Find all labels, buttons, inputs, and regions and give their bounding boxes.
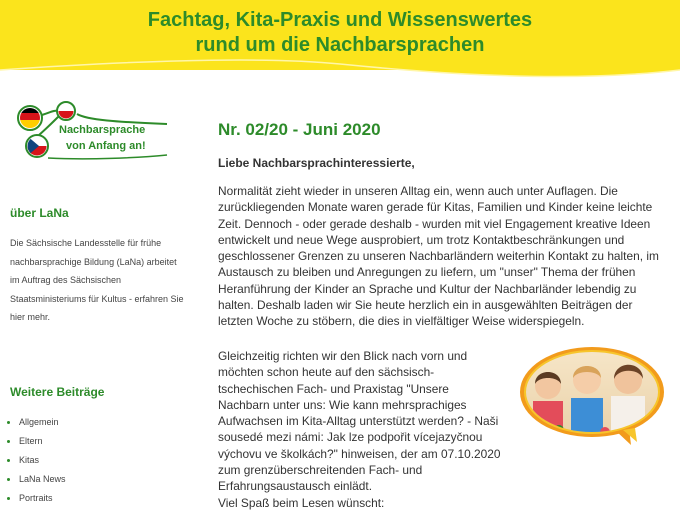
logo-czech-bubble [26, 135, 50, 158]
more-posts-heading: Weitere Beiträge [10, 385, 105, 399]
more-posts-item-kitas[interactable]: Kitas [7, 451, 66, 470]
logo-poland-bubble [57, 102, 75, 120]
header-title-line1: Fachtag, Kita-Praxis und Wissenswertes [147, 9, 533, 31]
header-title-line2: rund um die Nachbarsprachen [195, 34, 485, 56]
greeting: Liebe Nachbarsprachinteressierte, [218, 156, 415, 170]
event-paragraph: Gleichzeitig richten wir den Blick nach vorn und möchten schon heute auf den sächsisch-tschechischen Fach- und Praxistag "Unsere Nachbarn unter uns: Wie kann mehrsprachiges Aufwachsen im Kita-Alltag unterstützt werden? - Naši sousedé mezi námi: Jak lze podpořit vícejazyčnou výchovu ve školkách?" hinweisen, der am 07.10.2020 zum grenzüberschreitenden Fach- und Erfahrungsaustausch einlädt. [218, 349, 501, 494]
header-wave-divider [0, 58, 680, 86]
logo-germany-bubble [17, 106, 43, 130]
more-posts-item-lana-news[interactable]: LaNa News [7, 470, 66, 489]
more-posts-list [7, 413, 66, 508]
about-text[interactable]: Die Sächsische Landesstelle für frühe nachbarsprachige Bildung (LaNa) arbeitet im Auftrag des Sächsischen Staatsministeriums für Kultus - erfahren Sie hier mehr. [10, 238, 184, 322]
logo-text-line1: Nachbarsprache [59, 124, 146, 136]
more-posts-item-portraits[interactable]: Portraits [7, 489, 66, 508]
more-posts-item-allgemein[interactable]: Allgemein [7, 413, 66, 432]
closing-line: Viel Spaß beim Lesen wünscht: [218, 496, 385, 510]
issue-title: Nr. 02/20 - Juni 2020 [218, 120, 381, 139]
intro-paragraph: Normalität zieht wieder in unseren Alltag ein, wenn auch unter Auflagen. Die zurückliegenden Monate waren gerade für Kitas, Familien und Kinder keine leichte Zeit. Dennoch - oder gerade deshalb - wurden mit viel Engagement kreative Ideen entwickelt und neue Wege ausprobiert, um trotz Kontaktbeschränkungen und geschlossener Grenzen zu unseren Nachbarländern weiterhin Kontakt zu halten, im Austausch zu bleiben und Anregungen zu liefern, um "unser" Thema der frühen Heranführung der Kinder an Sprache und Kultur der Nachbarländer lebendig zu halten. Deshalb laden wir Sie heute herzlich ein in ausgewählten Beiträgen der letzten Woche zu stöbern, die dies in vielfältiger Weise widerspiegeln. [218, 184, 659, 329]
about-heading: über LaNa [10, 206, 69, 220]
more-posts-item-eltern[interactable]: Eltern [7, 432, 66, 451]
logo-text-line2: von Anfang an! [66, 140, 146, 152]
children-photo [519, 346, 665, 446]
